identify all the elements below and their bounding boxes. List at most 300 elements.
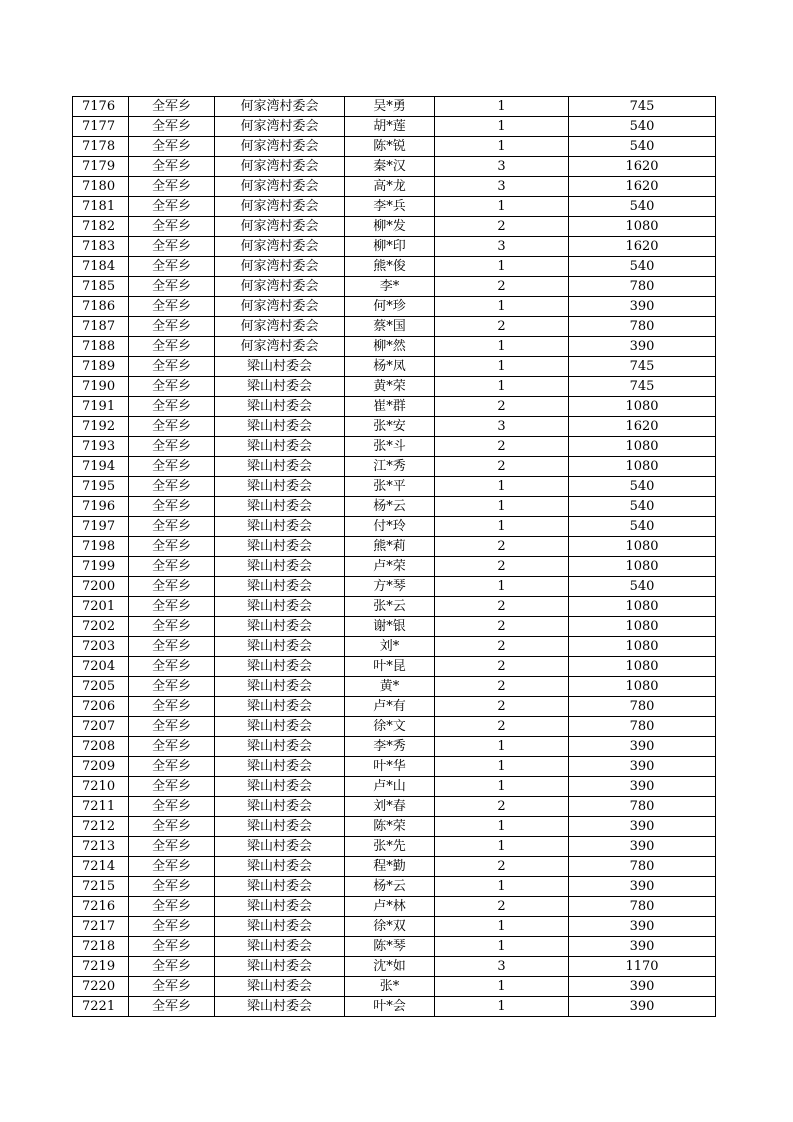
household-count-cell: 2 xyxy=(435,697,569,717)
household-count-cell: 2 xyxy=(435,657,569,677)
township-cell: 全军乡 xyxy=(129,377,215,397)
township-cell: 全军乡 xyxy=(129,177,215,197)
household-count-cell: 3 xyxy=(435,237,569,257)
township-cell: 全军乡 xyxy=(129,757,215,777)
township-cell: 全军乡 xyxy=(129,777,215,797)
household-count-cell: 1 xyxy=(435,357,569,377)
name-cell: 何*珍 xyxy=(345,297,435,317)
village-committee-cell: 梁山村委会 xyxy=(215,937,345,957)
amount-cell: 390 xyxy=(569,917,716,937)
household-count-cell: 1 xyxy=(435,937,569,957)
household-count-cell: 1 xyxy=(435,377,569,397)
household-count-cell: 2 xyxy=(435,717,569,737)
table-row xyxy=(73,857,716,877)
name-cell: 黄* xyxy=(345,677,435,697)
row-number-cell: 7182 xyxy=(73,217,129,237)
household-count-cell: 1 xyxy=(435,877,569,897)
row-number-cell: 7184 xyxy=(73,257,129,277)
household-count-cell: 1 xyxy=(435,737,569,757)
amount-cell: 745 xyxy=(569,377,716,397)
township-cell: 全军乡 xyxy=(129,937,215,957)
row-number-cell: 7189 xyxy=(73,357,129,377)
village-committee-cell: 梁山村委会 xyxy=(215,377,345,397)
name-cell: 付*玲 xyxy=(345,517,435,537)
township-cell: 全军乡 xyxy=(129,337,215,357)
table-row xyxy=(73,357,716,377)
household-count-cell: 3 xyxy=(435,417,569,437)
township-cell: 全军乡 xyxy=(129,557,215,577)
name-cell: 叶*华 xyxy=(345,757,435,777)
name-cell: 陈*荣 xyxy=(345,817,435,837)
household-count-cell: 2 xyxy=(435,797,569,817)
table-row xyxy=(73,817,716,837)
name-cell: 张*斗 xyxy=(345,437,435,457)
village-committee-cell: 梁山村委会 xyxy=(215,617,345,637)
name-cell: 陈*锐 xyxy=(345,137,435,157)
village-committee-cell: 梁山村委会 xyxy=(215,517,345,537)
amount-cell: 390 xyxy=(569,877,716,897)
township-cell: 全军乡 xyxy=(129,217,215,237)
township-cell: 全军乡 xyxy=(129,877,215,897)
township-cell: 全军乡 xyxy=(129,137,215,157)
name-cell: 程*勤 xyxy=(345,857,435,877)
table-row xyxy=(73,737,716,757)
table-row xyxy=(73,137,716,157)
township-cell: 全军乡 xyxy=(129,717,215,737)
household-count-cell: 2 xyxy=(435,557,569,577)
household-count-cell: 1 xyxy=(435,97,569,117)
township-cell: 全军乡 xyxy=(129,157,215,177)
table-row xyxy=(73,537,716,557)
row-number-cell: 7208 xyxy=(73,737,129,757)
amount-cell: 745 xyxy=(569,357,716,377)
row-number-cell: 7217 xyxy=(73,917,129,937)
village-committee-cell: 梁山村委会 xyxy=(215,657,345,677)
township-cell: 全军乡 xyxy=(129,577,215,597)
village-committee-cell: 梁山村委会 xyxy=(215,857,345,877)
household-count-cell: 3 xyxy=(435,177,569,197)
table-row xyxy=(73,657,716,677)
amount-cell: 1080 xyxy=(569,677,716,697)
amount-cell: 1080 xyxy=(569,537,716,557)
amount-cell: 390 xyxy=(569,337,716,357)
township-cell: 全军乡 xyxy=(129,817,215,837)
village-committee-cell: 梁山村委会 xyxy=(215,717,345,737)
household-count-cell: 2 xyxy=(435,617,569,637)
household-count-cell: 2 xyxy=(435,857,569,877)
row-number-cell: 7207 xyxy=(73,717,129,737)
name-cell: 柳*然 xyxy=(345,337,435,357)
township-cell: 全军乡 xyxy=(129,397,215,417)
amount-cell: 780 xyxy=(569,277,716,297)
name-cell: 卢*林 xyxy=(345,897,435,917)
village-committee-cell: 何家湾村委会 xyxy=(215,177,345,197)
row-number-cell: 7205 xyxy=(73,677,129,697)
name-cell: 秦*汉 xyxy=(345,157,435,177)
row-number-cell: 7180 xyxy=(73,177,129,197)
household-count-cell: 1 xyxy=(435,777,569,797)
name-cell: 李*秀 xyxy=(345,737,435,757)
township-cell: 全军乡 xyxy=(129,517,215,537)
household-count-cell: 1 xyxy=(435,517,569,537)
township-cell: 全军乡 xyxy=(129,537,215,557)
amount-cell: 1620 xyxy=(569,157,716,177)
village-committee-cell: 何家湾村委会 xyxy=(215,137,345,157)
name-cell: 张*先 xyxy=(345,837,435,857)
household-count-cell: 1 xyxy=(435,917,569,937)
row-number-cell: 7210 xyxy=(73,777,129,797)
table-row xyxy=(73,637,716,657)
household-count-cell: 2 xyxy=(435,277,569,297)
name-cell: 刘* xyxy=(345,637,435,657)
township-cell: 全军乡 xyxy=(129,297,215,317)
village-committee-cell: 何家湾村委会 xyxy=(215,217,345,237)
table-row xyxy=(73,257,716,277)
township-cell: 全军乡 xyxy=(129,417,215,437)
row-number-cell: 7188 xyxy=(73,337,129,357)
row-number-cell: 7194 xyxy=(73,457,129,477)
amount-cell: 1080 xyxy=(569,557,716,577)
household-count-cell: 2 xyxy=(435,217,569,237)
village-committee-cell: 梁山村委会 xyxy=(215,437,345,457)
amount-cell: 1080 xyxy=(569,397,716,417)
village-committee-cell: 梁山村委会 xyxy=(215,597,345,617)
village-committee-cell: 梁山村委会 xyxy=(215,537,345,557)
name-cell: 胡*莲 xyxy=(345,117,435,137)
village-committee-cell: 何家湾村委会 xyxy=(215,297,345,317)
household-count-cell: 2 xyxy=(435,677,569,697)
amount-cell: 780 xyxy=(569,797,716,817)
table-row xyxy=(73,597,716,617)
name-cell: 江*秀 xyxy=(345,457,435,477)
village-committee-cell: 梁山村委会 xyxy=(215,477,345,497)
amount-cell: 745 xyxy=(569,97,716,117)
row-number-cell: 7191 xyxy=(73,397,129,417)
amount-cell: 780 xyxy=(569,897,716,917)
amount-cell: 780 xyxy=(569,317,716,337)
amount-cell: 540 xyxy=(569,577,716,597)
table-row xyxy=(73,877,716,897)
table-row xyxy=(73,617,716,637)
name-cell: 谢*银 xyxy=(345,617,435,637)
amount-cell: 540 xyxy=(569,137,716,157)
table-row xyxy=(73,437,716,457)
amount-cell: 780 xyxy=(569,697,716,717)
household-count-cell: 1 xyxy=(435,497,569,517)
household-count-cell: 2 xyxy=(435,457,569,477)
village-committee-cell: 何家湾村委会 xyxy=(215,277,345,297)
village-committee-cell: 梁山村委会 xyxy=(215,637,345,657)
amount-cell: 1080 xyxy=(569,457,716,477)
township-cell: 全军乡 xyxy=(129,497,215,517)
township-cell: 全军乡 xyxy=(129,797,215,817)
name-cell: 张* xyxy=(345,977,435,997)
table-row xyxy=(73,557,716,577)
table-row xyxy=(73,217,716,237)
township-cell: 全军乡 xyxy=(129,917,215,937)
table-row xyxy=(73,837,716,857)
table-row xyxy=(73,417,716,437)
table-row xyxy=(73,697,716,717)
row-number-cell: 7211 xyxy=(73,797,129,817)
name-cell: 熊*俊 xyxy=(345,257,435,277)
row-number-cell: 7200 xyxy=(73,577,129,597)
village-committee-cell: 何家湾村委会 xyxy=(215,337,345,357)
row-number-cell: 7202 xyxy=(73,617,129,637)
name-cell: 熊*莉 xyxy=(345,537,435,557)
table-row xyxy=(73,757,716,777)
village-committee-cell: 梁山村委会 xyxy=(215,577,345,597)
name-cell: 蔡*国 xyxy=(345,317,435,337)
township-cell: 全军乡 xyxy=(129,117,215,137)
amount-cell: 540 xyxy=(569,497,716,517)
table-row xyxy=(73,957,716,977)
household-count-cell: 2 xyxy=(435,437,569,457)
village-committee-cell: 梁山村委会 xyxy=(215,677,345,697)
row-number-cell: 7213 xyxy=(73,837,129,857)
row-number-cell: 7193 xyxy=(73,437,129,457)
table-row xyxy=(73,577,716,597)
township-cell: 全军乡 xyxy=(129,257,215,277)
row-number-cell: 7204 xyxy=(73,657,129,677)
amount-cell: 540 xyxy=(569,197,716,217)
township-cell: 全军乡 xyxy=(129,477,215,497)
village-committee-cell: 梁山村委会 xyxy=(215,737,345,757)
table-row xyxy=(73,517,716,537)
village-committee-cell: 何家湾村委会 xyxy=(215,317,345,337)
row-number-cell: 7219 xyxy=(73,957,129,977)
amount-cell: 1620 xyxy=(569,237,716,257)
table-row xyxy=(73,97,716,117)
table-row xyxy=(73,197,716,217)
name-cell: 刘*春 xyxy=(345,797,435,817)
table-row xyxy=(73,177,716,197)
township-cell: 全军乡 xyxy=(129,897,215,917)
row-number-cell: 7203 xyxy=(73,637,129,657)
table-row xyxy=(73,937,716,957)
township-cell: 全军乡 xyxy=(129,357,215,377)
household-count-cell: 1 xyxy=(435,817,569,837)
name-cell: 徐*文 xyxy=(345,717,435,737)
row-number-cell: 7192 xyxy=(73,417,129,437)
row-number-cell: 7186 xyxy=(73,297,129,317)
table-row xyxy=(73,497,716,517)
household-count-cell: 1 xyxy=(435,117,569,137)
township-cell: 全军乡 xyxy=(129,737,215,757)
amount-cell: 780 xyxy=(569,857,716,877)
table-row xyxy=(73,897,716,917)
amount-cell: 390 xyxy=(569,837,716,857)
amount-cell: 390 xyxy=(569,937,716,957)
name-cell: 高*龙 xyxy=(345,177,435,197)
amount-cell: 1080 xyxy=(569,637,716,657)
amount-cell: 1620 xyxy=(569,417,716,437)
amount-cell: 390 xyxy=(569,737,716,757)
name-cell: 李* xyxy=(345,277,435,297)
table-row xyxy=(73,917,716,937)
amount-cell: 1080 xyxy=(569,657,716,677)
table-row xyxy=(73,277,716,297)
household-count-cell: 1 xyxy=(435,477,569,497)
row-number-cell: 7198 xyxy=(73,537,129,557)
township-cell: 全军乡 xyxy=(129,437,215,457)
village-committee-cell: 何家湾村委会 xyxy=(215,237,345,257)
name-cell: 杨*云 xyxy=(345,877,435,897)
township-cell: 全军乡 xyxy=(129,457,215,477)
roster-body xyxy=(73,97,716,1017)
township-cell: 全军乡 xyxy=(129,277,215,297)
amount-cell: 1620 xyxy=(569,177,716,197)
amount-cell: 390 xyxy=(569,777,716,797)
village-committee-cell: 梁山村委会 xyxy=(215,777,345,797)
amount-cell: 390 xyxy=(569,297,716,317)
township-cell: 全军乡 xyxy=(129,857,215,877)
township-cell: 全军乡 xyxy=(129,697,215,717)
table-row xyxy=(73,997,716,1017)
name-cell: 张*平 xyxy=(345,477,435,497)
village-committee-cell: 梁山村委会 xyxy=(215,697,345,717)
row-number-cell: 7195 xyxy=(73,477,129,497)
amount-cell: 540 xyxy=(569,477,716,497)
row-number-cell: 7190 xyxy=(73,377,129,397)
name-cell: 黄*荣 xyxy=(345,377,435,397)
name-cell: 方*琴 xyxy=(345,577,435,597)
household-count-cell: 1 xyxy=(435,137,569,157)
row-number-cell: 7209 xyxy=(73,757,129,777)
village-committee-cell: 梁山村委会 xyxy=(215,457,345,477)
amount-cell: 780 xyxy=(569,717,716,737)
amount-cell: 390 xyxy=(569,757,716,777)
household-count-cell: 1 xyxy=(435,997,569,1017)
row-number-cell: 7176 xyxy=(73,97,129,117)
name-cell: 柳*印 xyxy=(345,237,435,257)
row-number-cell: 7185 xyxy=(73,277,129,297)
name-cell: 李*兵 xyxy=(345,197,435,217)
row-number-cell: 7183 xyxy=(73,237,129,257)
table-row xyxy=(73,237,716,257)
village-committee-cell: 何家湾村委会 xyxy=(215,257,345,277)
table-row xyxy=(73,117,716,137)
amount-cell: 390 xyxy=(569,997,716,1017)
row-number-cell: 7220 xyxy=(73,977,129,997)
amount-cell: 1170 xyxy=(569,957,716,977)
amount-cell: 1080 xyxy=(569,437,716,457)
village-committee-cell: 梁山村委会 xyxy=(215,757,345,777)
village-committee-cell: 梁山村委会 xyxy=(215,997,345,1017)
household-count-cell: 1 xyxy=(435,977,569,997)
row-number-cell: 7216 xyxy=(73,897,129,917)
amount-cell: 1080 xyxy=(569,617,716,637)
township-cell: 全军乡 xyxy=(129,677,215,697)
township-cell: 全军乡 xyxy=(129,317,215,337)
township-cell: 全军乡 xyxy=(129,237,215,257)
household-count-cell: 1 xyxy=(435,837,569,857)
village-committee-cell: 梁山村委会 xyxy=(215,977,345,997)
household-count-cell: 2 xyxy=(435,597,569,617)
name-cell: 杨*云 xyxy=(345,497,435,517)
row-number-cell: 7177 xyxy=(73,117,129,137)
row-number-cell: 7214 xyxy=(73,857,129,877)
name-cell: 崔*群 xyxy=(345,397,435,417)
table-row xyxy=(73,977,716,997)
table-row xyxy=(73,377,716,397)
household-count-cell: 1 xyxy=(435,757,569,777)
row-number-cell: 7221 xyxy=(73,997,129,1017)
village-committee-cell: 梁山村委会 xyxy=(215,877,345,897)
township-cell: 全军乡 xyxy=(129,837,215,857)
name-cell: 张*安 xyxy=(345,417,435,437)
amount-cell: 390 xyxy=(569,977,716,997)
township-cell: 全军乡 xyxy=(129,197,215,217)
village-committee-cell: 何家湾村委会 xyxy=(215,197,345,217)
household-count-cell: 1 xyxy=(435,297,569,317)
township-cell: 全军乡 xyxy=(129,957,215,977)
household-count-cell: 1 xyxy=(435,257,569,277)
village-committee-cell: 梁山村委会 xyxy=(215,357,345,377)
household-count-cell: 2 xyxy=(435,537,569,557)
township-cell: 全军乡 xyxy=(129,637,215,657)
name-cell: 沈*如 xyxy=(345,957,435,977)
household-count-cell: 2 xyxy=(435,897,569,917)
row-number-cell: 7206 xyxy=(73,697,129,717)
township-cell: 全军乡 xyxy=(129,97,215,117)
row-number-cell: 7199 xyxy=(73,557,129,577)
table-row xyxy=(73,457,716,477)
row-number-cell: 7212 xyxy=(73,817,129,837)
name-cell: 张*云 xyxy=(345,597,435,617)
name-cell: 陈*琴 xyxy=(345,937,435,957)
village-committee-cell: 梁山村委会 xyxy=(215,837,345,857)
village-committee-cell: 梁山村委会 xyxy=(215,817,345,837)
table-row xyxy=(73,677,716,697)
row-number-cell: 7187 xyxy=(73,317,129,337)
household-count-cell: 1 xyxy=(435,577,569,597)
name-cell: 叶*会 xyxy=(345,997,435,1017)
township-cell: 全军乡 xyxy=(129,617,215,637)
village-committee-cell: 梁山村委会 xyxy=(215,897,345,917)
name-cell: 柳*发 xyxy=(345,217,435,237)
row-number-cell: 7201 xyxy=(73,597,129,617)
row-number-cell: 7181 xyxy=(73,197,129,217)
household-count-cell: 3 xyxy=(435,957,569,977)
village-committee-cell: 梁山村委会 xyxy=(215,497,345,517)
amount-cell: 540 xyxy=(569,117,716,137)
amount-cell: 540 xyxy=(569,517,716,537)
name-cell: 叶*昆 xyxy=(345,657,435,677)
township-cell: 全军乡 xyxy=(129,997,215,1017)
table-row xyxy=(73,717,716,737)
amount-cell: 540 xyxy=(569,257,716,277)
village-committee-cell: 梁山村委会 xyxy=(215,957,345,977)
township-cell: 全军乡 xyxy=(129,597,215,617)
row-number-cell: 7215 xyxy=(73,877,129,897)
name-cell: 卢*有 xyxy=(345,697,435,717)
village-committee-cell: 何家湾村委会 xyxy=(215,157,345,177)
table-row xyxy=(73,477,716,497)
village-committee-cell: 梁山村委会 xyxy=(215,417,345,437)
row-number-cell: 7179 xyxy=(73,157,129,177)
row-number-cell: 7197 xyxy=(73,517,129,537)
table-row xyxy=(73,397,716,417)
row-number-cell: 7218 xyxy=(73,937,129,957)
table-row xyxy=(73,157,716,177)
row-number-cell: 7196 xyxy=(73,497,129,517)
name-cell: 徐*双 xyxy=(345,917,435,937)
village-committee-cell: 梁山村委会 xyxy=(215,797,345,817)
household-count-cell: 2 xyxy=(435,317,569,337)
household-count-cell: 3 xyxy=(435,157,569,177)
amount-cell: 1080 xyxy=(569,597,716,617)
